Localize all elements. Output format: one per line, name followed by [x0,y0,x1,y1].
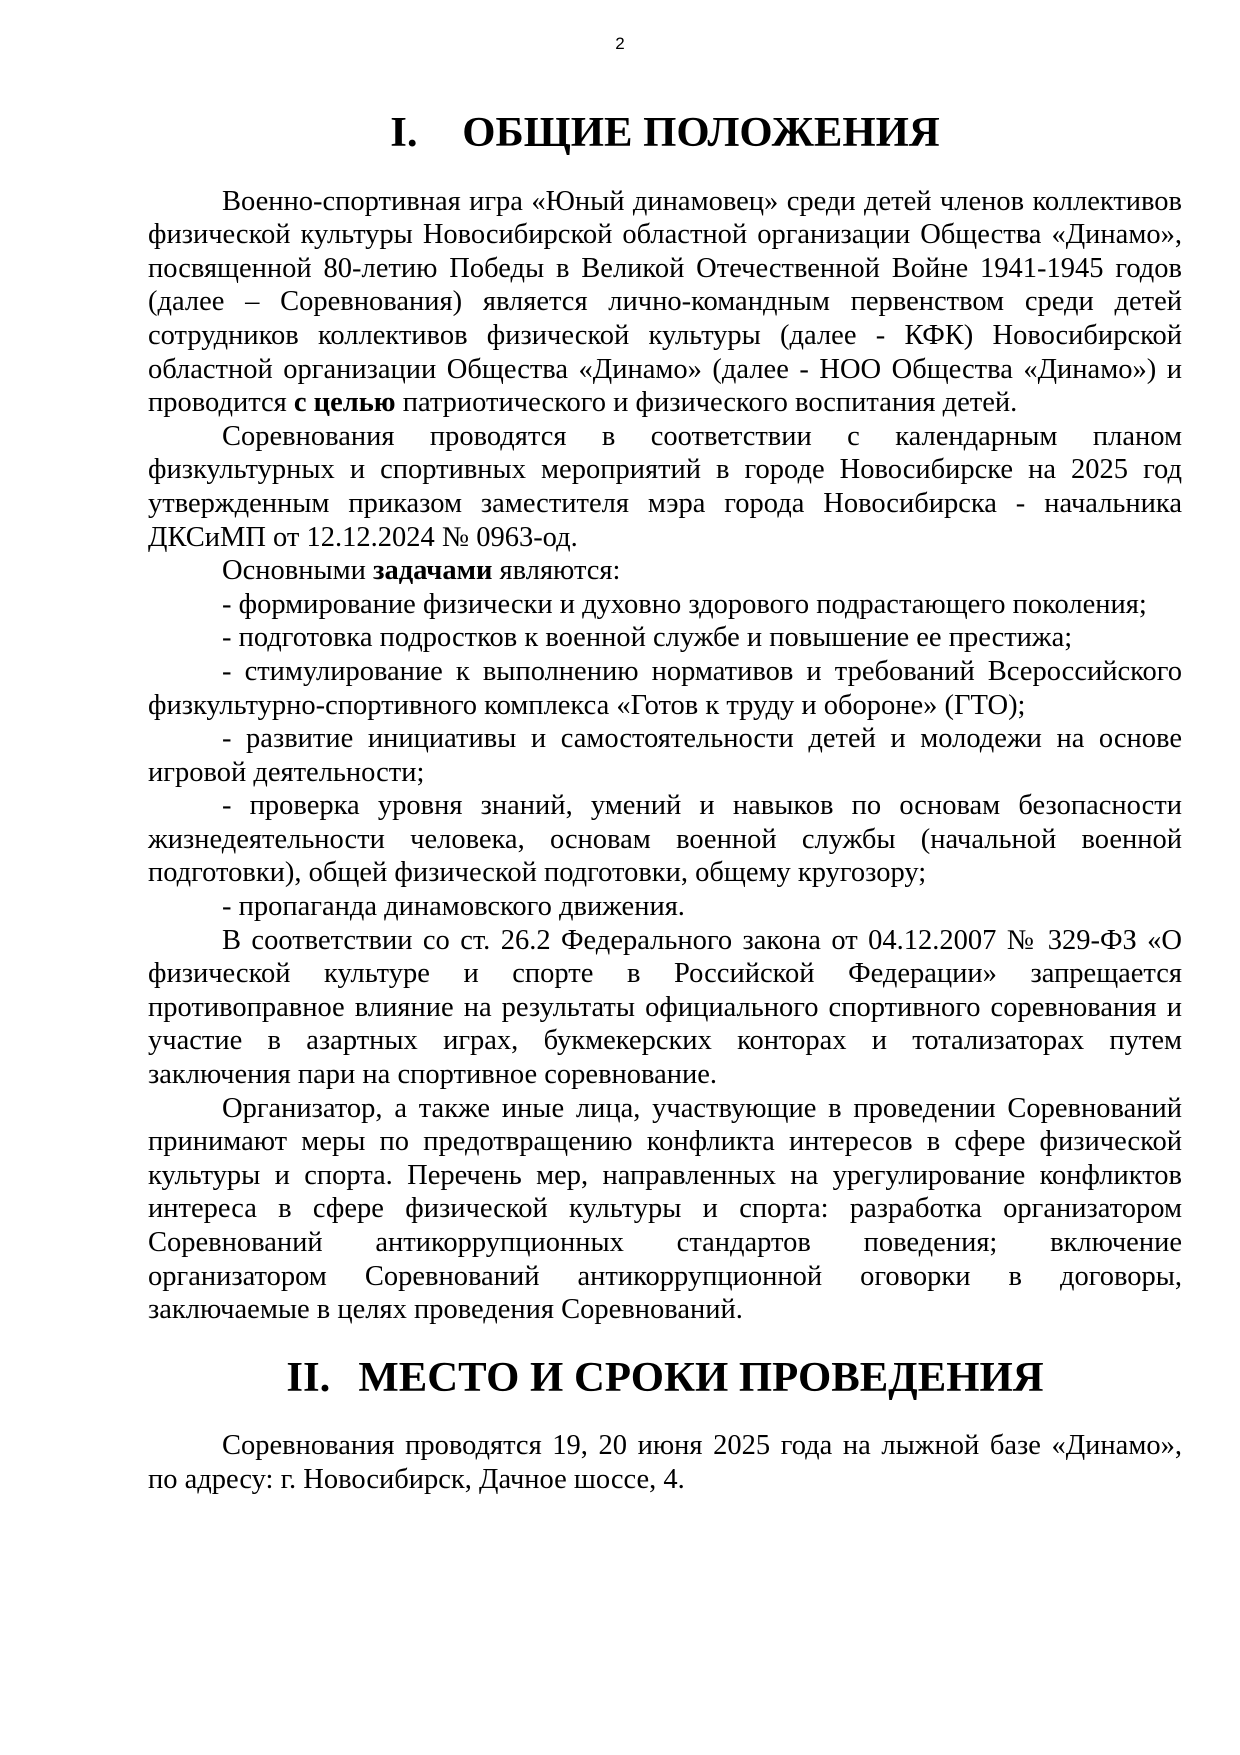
task-item: - подготовка подростков к военной службе и повышение ее престижа; [222,622,1073,654]
task-item: - развитие инициативы и самостоятельности детей и молодежи на основе игровой деятельности; [148,723,1182,788]
section-1-heading [148,109,1182,156]
section-1-paragraph-calendar: Соревнования проводятся в соответствии с календарным планом физкультурных и спортивных мероприятий в городе Новосибирске на 2025 год утвержденным приказом заместителя мэра города Новосибирска - начальника ДКСиМП от 12.12.2024 № 0963-од. [148,420,1182,553]
task-item: - формирование физически и духовно здорового подрастающего поколения; [222,588,1147,620]
section-2-paragraph-venue: Соревнования проводятся 19, 20 июня 2025 года на лыжной базе «Динамо», по адресу: г. Новосибирск, Дачное шоссе, 4. [148,1430,1182,1495]
task-item: - проверка уровня знаний, умений и навыков по основам безопасности жизнедеятельности человека, основам военной службы (начальной военной подготовки), общей физической подготовки, общему кругозору; [148,790,1182,889]
section-1-title: ОБЩИЕ ПОЛОЖЕНИЯ [462,109,940,156]
document-body [148,109,1182,1497]
purpose-text-after: патриотического и физического воспитания детей. [395,387,1018,419]
section-2-heading [148,1353,1182,1401]
section-1-paragraph-purpose [148,185,1182,420]
section-2-title: МЕСТО И СРОКИ ПРОВЕДЕНИЯ [358,1353,1044,1401]
task-item: - стимулирование к выполнению нормативов и требований Всероссийского физкультурно-спортивного комплекса «Готов к труду и обороне» (ГТО); [148,655,1182,721]
tasks-intro-before: Основными [222,555,374,587]
page-number: 2 [615,34,625,53]
purpose-text-before: Военно-спортивная игра «Юный динамовец» среди детей членов коллективов физической культуры Новосибирской областной организации Общества «Динамо», посвященной 80-летию Победы в Великой Отечественной Войне 1941-1945 годов (далее – Соревнования) является лично-командным первенством среди детей сотрудников коллективов физической культуры (далее - КФК) Новосибирской областной организации Общества «Динамо» (далее - НОО Общества «Динамо») и проводится [148,185,1182,419]
section-1-paragraph-law: В соответствии со ст. 26.2 Федерального закона от 04.12.2007 № 329-ФЗ «О физической культуре и спорте в Российской Федерации» запрещается противоправное влияние на результаты официального спортивного соревнования и участие в азартных играх, букмекерских конторах и тотализаторах путем заключения пари на спортивное соревнование. [148,924,1182,1091]
section-1-number: I. [390,109,418,156]
purpose-bold-text: с целью [293,387,396,419]
tasks-intro-bold: задачами [373,555,493,587]
task-item: - пропаганда динамовского движения. [222,891,685,923]
section-2-number: II. [286,1353,331,1401]
tasks-intro [148,554,1182,588]
tasks-intro-after: являются: [492,555,621,587]
section-1-paragraph-organizer: Организатор, а также иные лица, участвующие в проведении Соревнований принимают меры по предотвращению конфликта интересов в сфере физической культуры и спорта. Перечень мер, направленных на урегулирование конфликтов интереса в сфере физической культуры и спорта: разработка организатором Соревнований антикоррупционных стандартов поведения; включение организатором Соревнований антикоррупционной оговорки в договоры, заключаемые в целях проведения Соревнований. [148,1092,1182,1326]
